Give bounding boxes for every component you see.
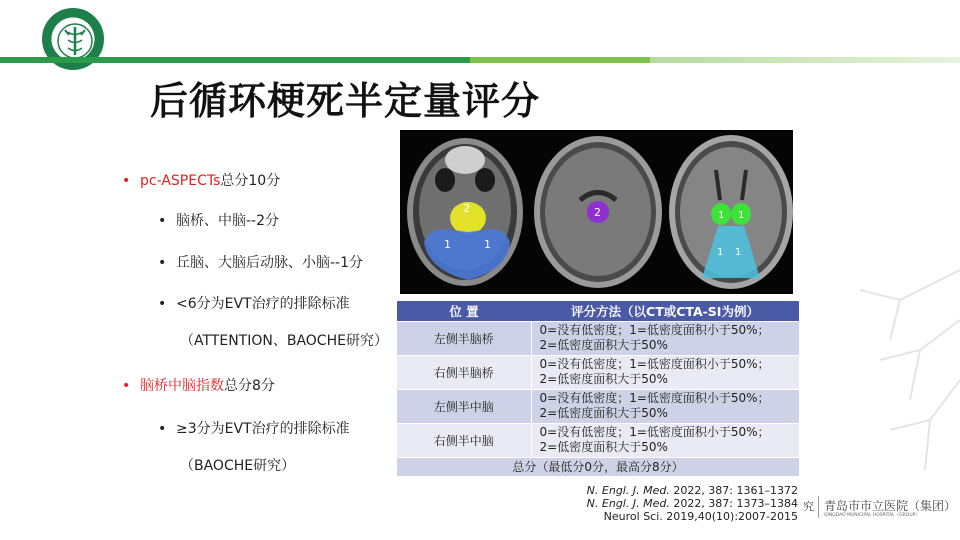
cell-method [531, 321, 799, 355]
header-bar-dark [0, 57, 470, 63]
bullet-sub-item [158, 252, 363, 272]
bullet-note [180, 455, 295, 475]
method-line: 2=低密度面积大于50% [539, 406, 668, 420]
footer-hospital-sub: QINGDAO MUNICIPAL HOSPITAL（GROUP） [824, 513, 920, 518]
region-label: 1 [444, 238, 451, 251]
header-bar-light [650, 57, 960, 63]
cell-method [531, 423, 799, 457]
method-line: 0=没有低密度；1=低密度面积小于50%； [539, 425, 770, 439]
reference-2 [587, 497, 798, 510]
cell-position: 右侧半脑桥 [397, 355, 531, 389]
bullet-sub-item [158, 210, 279, 230]
ct-scan-figure [400, 130, 793, 294]
table-row [397, 321, 799, 355]
cell-position: 左侧半中脑 [397, 389, 531, 423]
bullet-text: 总分8分 [224, 378, 275, 394]
table-total-row [397, 457, 799, 476]
cell-method [531, 355, 799, 389]
bullet-sub-item [158, 418, 350, 438]
table-header-row [397, 301, 799, 321]
bullet-text: （ATTENTION、BAOCHE研究） [180, 333, 388, 349]
region-label: 1 [484, 238, 491, 251]
bullet-text: 脑桥、中脑--2分 [176, 213, 280, 229]
bullet-dot: • [158, 255, 167, 271]
header-bar-mid [470, 57, 650, 63]
bullet-dot: • [158, 421, 167, 437]
bullet-dot: • [122, 378, 131, 394]
ref-detail: 2022, 387: 1361–1372 [669, 484, 798, 497]
region-label: 1 [738, 210, 745, 221]
ref-journal: N. Engl. J. Med. [586, 484, 670, 497]
bullet-text: 丘脑、大脑后动脉、小脑--1分 [176, 255, 364, 271]
bullet-dot: • [158, 296, 167, 312]
reference-1 [587, 484, 798, 497]
bullet-highlight: pc-ASPECTs [140, 173, 221, 189]
method-line: 2=低密度面积大于50% [539, 338, 668, 352]
ct-scan-midbrain [534, 136, 662, 288]
region-label: 1 [735, 247, 742, 258]
cell-method [531, 389, 799, 423]
cell-total: 总分（最低分0分，最高分8分） [397, 457, 799, 476]
bullet-pc-aspects [122, 170, 280, 190]
ct-scan-thalamus [669, 135, 793, 289]
bullet-text: 总分10分 [220, 173, 281, 189]
cell-position: 左侧半脑桥 [397, 321, 531, 355]
method-line: 0=没有低密度；1=低密度面积小于50%； [539, 357, 770, 371]
bullet-highlight: 脑桥中脑指数 [140, 378, 224, 394]
ref-journal: N. Engl. J. Med. [586, 497, 670, 510]
table-row [397, 389, 799, 423]
footer-divider [818, 496, 819, 518]
bullet-text: <6分为EVT治疗的排除标准 [176, 296, 350, 312]
reference-3 [604, 510, 798, 523]
region-label: 2 [463, 202, 470, 215]
bullet-sub-item [158, 293, 350, 313]
bullet-note [180, 330, 388, 350]
header-method: 评分方法（以CT或CTA-SI为例） [531, 301, 799, 321]
page-title: 后循环梗死半定量评分 [150, 79, 541, 123]
bullet-text: ≥3分为EVT治疗的排除标准 [176, 421, 350, 437]
decorative-branch-graphic [830, 230, 960, 480]
table-row [397, 423, 799, 457]
footer-hospital-name: 青岛市市立医院（集团） [824, 499, 957, 513]
ct-scan-posterior-fossa [407, 138, 523, 286]
region-label: 1 [718, 210, 725, 221]
table-row [397, 355, 799, 389]
bullet-dot: • [122, 173, 131, 189]
bullet-text: （BAOCHE研究） [180, 458, 296, 474]
method-line: 2=低密度面积大于50% [539, 372, 668, 386]
cell-position: 右侧半中脑 [397, 423, 531, 457]
footer-fragment: 究 [803, 500, 814, 513]
region-label: 1 [717, 247, 724, 258]
region-label: 2 [594, 206, 601, 219]
bullet-dot: • [158, 213, 167, 229]
method-line: 0=没有低密度；1=低密度面积小于50%； [539, 391, 770, 405]
header-position: 位 置 [397, 301, 531, 321]
ref-detail: Neurol Sci. 2019,40(10):2007-2015 [603, 510, 798, 523]
method-line: 2=低密度面积大于50% [539, 440, 668, 454]
ref-detail: 2022, 387: 1373–1384 [669, 497, 798, 510]
method-line: 0=没有低密度；1=低密度面积小于50%； [539, 323, 770, 337]
bullet-pontomesencephalic [122, 375, 275, 395]
scoring-table [397, 301, 799, 476]
